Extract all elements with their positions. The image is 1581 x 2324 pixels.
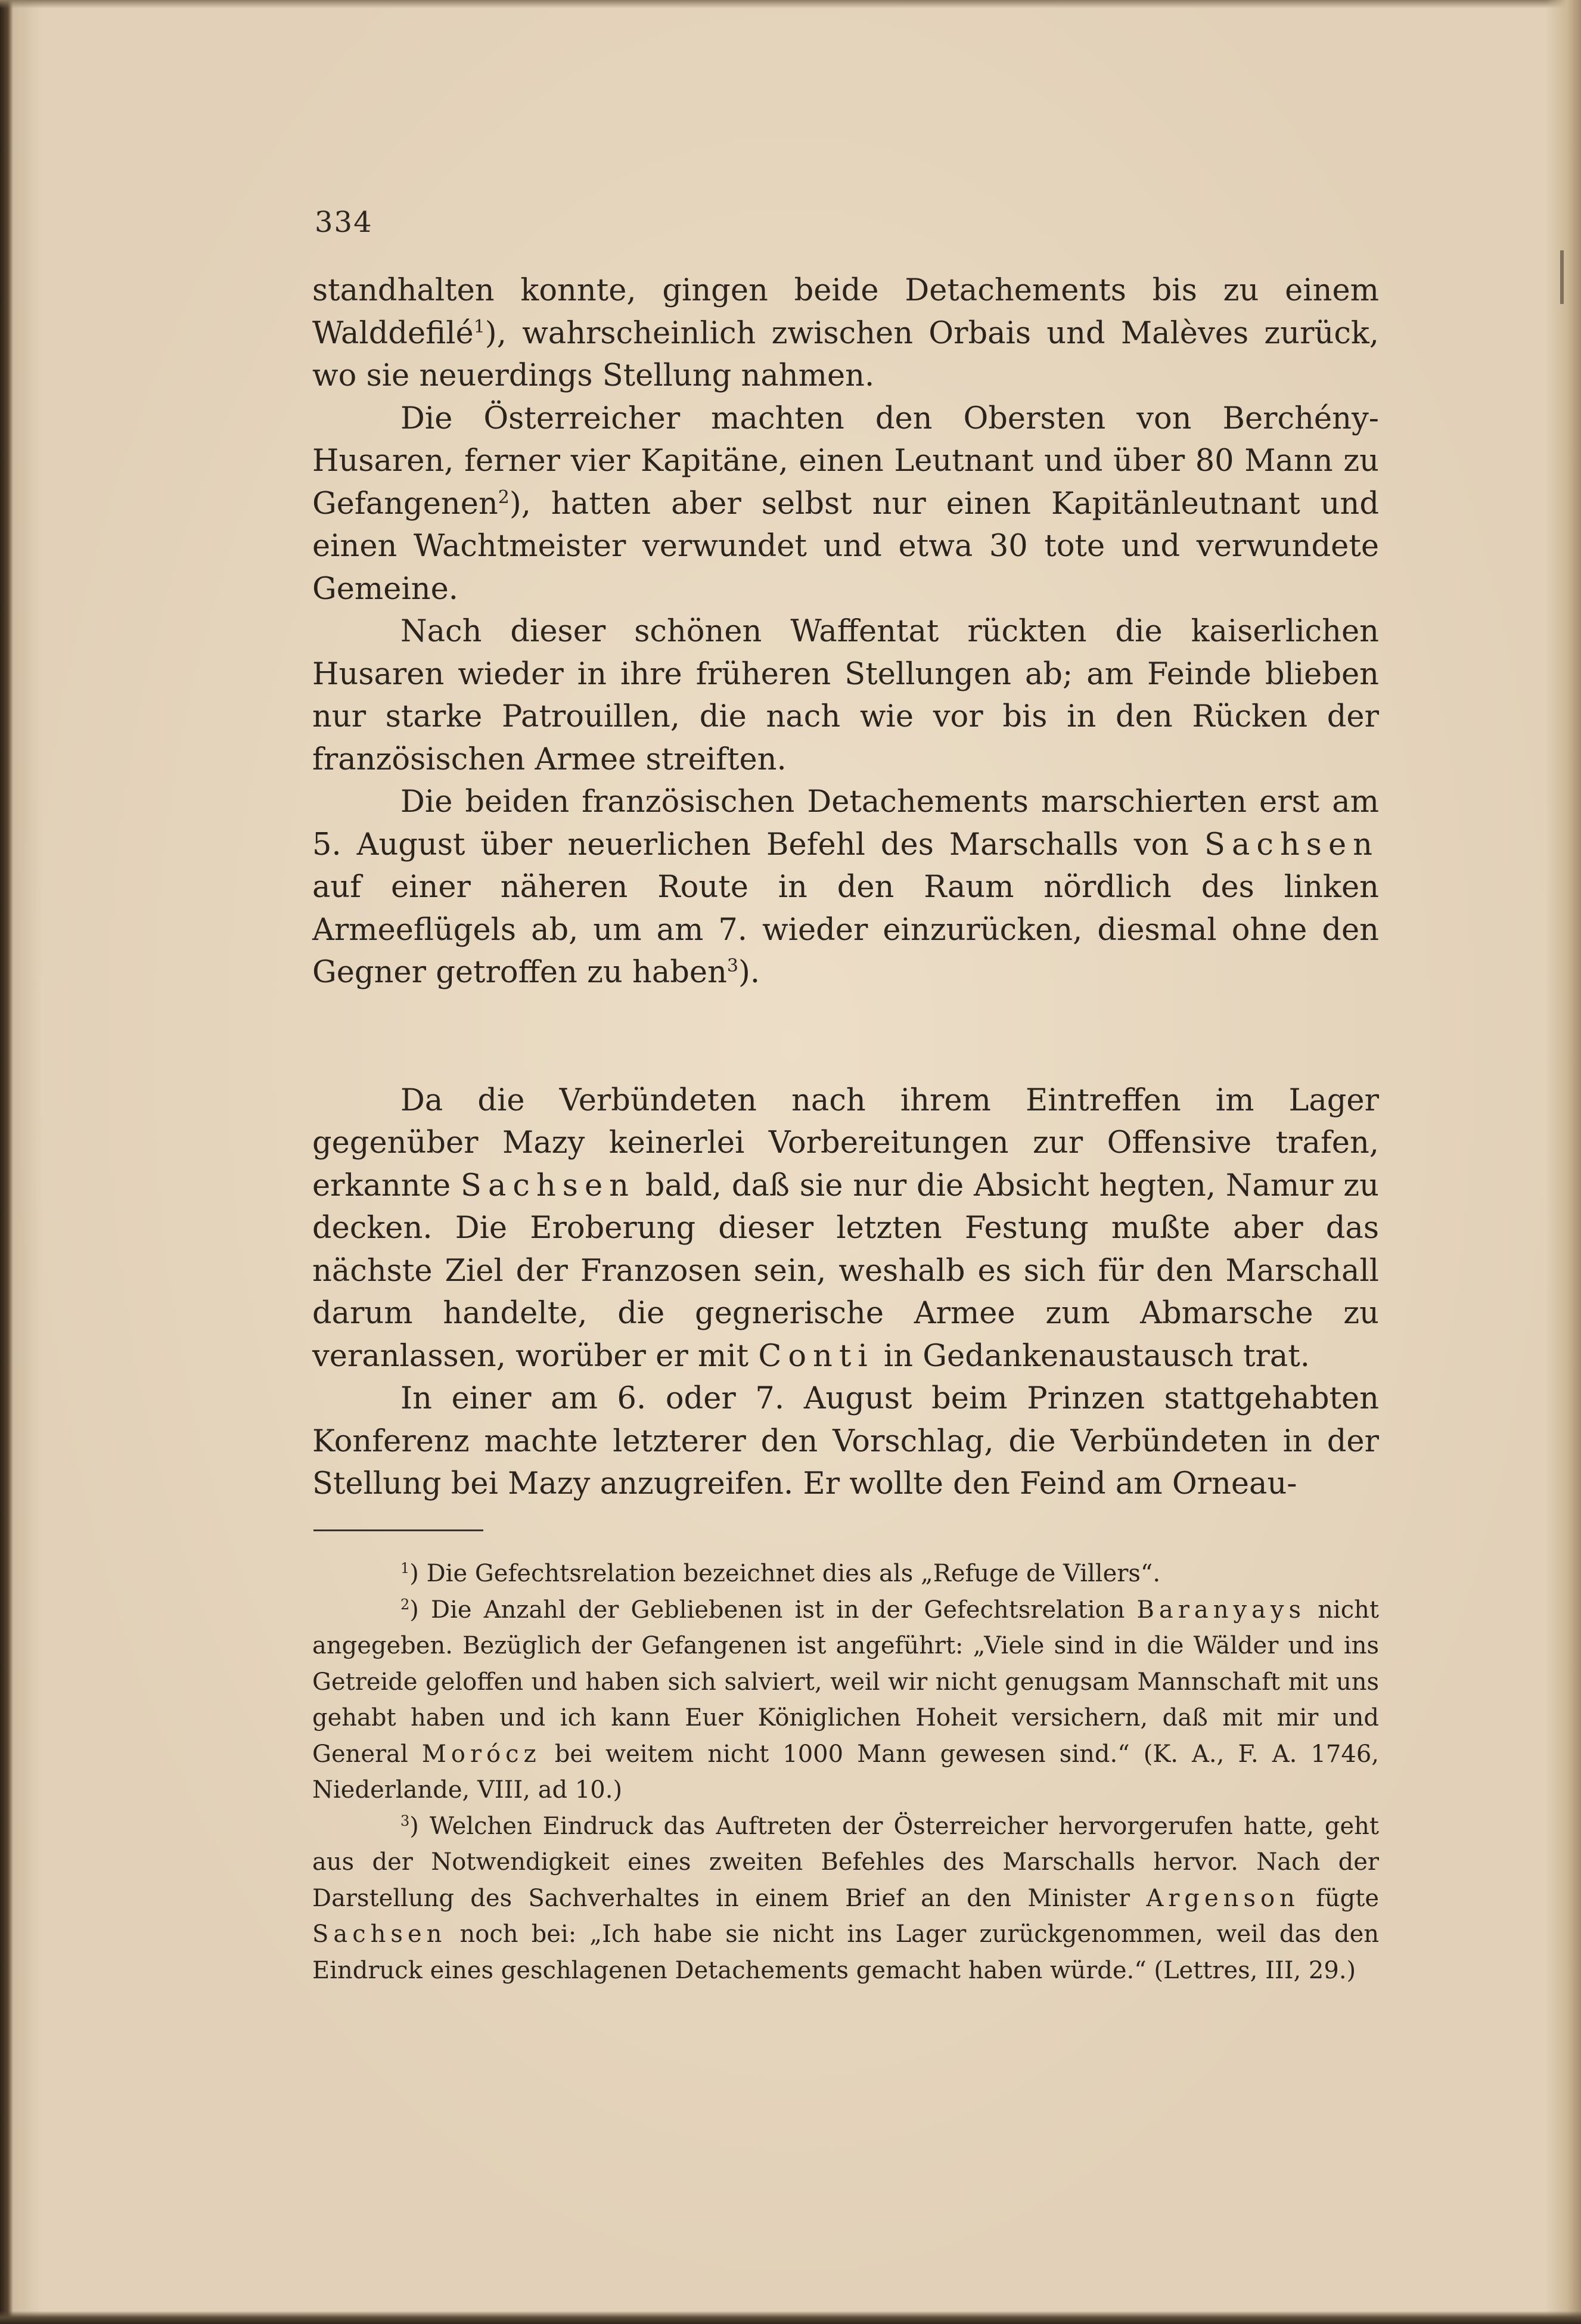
footnotes xyxy=(312,1556,1379,1988)
page-top-shadow xyxy=(0,0,1581,8)
footnote-divider xyxy=(313,1529,483,1531)
person-name: Argenson xyxy=(1146,1884,1300,1912)
paragraph-2: Die Österreicher machten den Obersten von Berchény-Husaren, ferner vier Kapitäne, einen Leutnant und über 80 Mann zu Gefangenen$^2$), hatten aber selbst nur einen Kapitänleutnant und einen Wachtmeister verwundet und etwa 30 tote und verwundete Gemeine. xyxy=(312,401,1379,607)
main-text xyxy=(312,269,1379,1506)
footnote-1: $^1$) Die Gefechtsrelation bezeichnet dies als „Refuge de Villers“. xyxy=(400,1560,1161,1587)
page-left-shadow xyxy=(0,0,13,2324)
page-right-edge xyxy=(1545,0,1581,2324)
person-name: Baranyays xyxy=(1136,1596,1306,1624)
paragraph-1: standhalten konnte, gingen beide Detachements bis zu einem Walddefilé$^1$), wahrscheinlich zwischen Orbais und Malèves zurück, wo sie neuerdings Stellung nahmen. xyxy=(312,273,1379,393)
paragraph-4: Die beiden französischen Detachements marschierten erst am 5. August über neuerlichen Befehl des Marschalls von Sachsen auf einer näheren Route in den Raum nördlich des linken Armeeflügels ab, um am 7. wieder einzurücken, diesmal ohne den Gegner getroffen zu haben$^3$). xyxy=(312,784,1379,990)
person-name: Sachsen xyxy=(461,1168,635,1203)
paragraph-5: Da die Verbündeten nach ihrem Eintreffen im Lager gegenüber Mazy keinerlei Vorbereitungen zur Offensive trafen, erkannte Sachsen bald, daß sie nur die Absicht hegten, Namur zu decken. Die Eroberung dieser letzten Festung mußte aber das nächste Ziel der Franzosen sein, weshalb es sich für den Marschall darum handelte, die gegnerische Armee zum Abmarsche zu veranlassen, worüber er mit Conti in Gedankenaustausch trat. xyxy=(312,1082,1379,1374)
footnote-ref-3[interactable]: 3 xyxy=(726,955,739,976)
footnote-ref-1[interactable]: 1 xyxy=(473,316,485,337)
person-name: Morócz xyxy=(421,1740,541,1768)
person-name: Sachsen xyxy=(1204,827,1379,862)
person-name: Sachsen xyxy=(312,1920,447,1948)
margin-mark xyxy=(1560,250,1564,304)
person-name: Conti xyxy=(758,1338,874,1374)
page-bottom-shadow xyxy=(0,2311,1581,2324)
footnote-ref-2[interactable]: 2 xyxy=(498,486,510,508)
footnote-2: $^2$) Die Anzahl der Gebliebenen ist in der Gefechtsrelation Baranyays nicht angegeben. Bezüglich der Gefangenen ist angeführt: „Viele sind in die Wälder und ins Getreide geloffen und haben sich salviert, weil wir nicht genugsam Mannschaft mit uns gehabt haben und ich kann Euer Königlichen Hoheit versichern, daß mit mir und General Morócz bei weitem nicht 1000 Mann gewesen sind.“ (K. A., F. A. 1746, Niederlande, VIII, ad 10.) xyxy=(312,1596,1379,1804)
footnote-mark-2: 2 xyxy=(400,1596,410,1613)
paragraph-6: In einer am 6. oder 7. August beim Prinzen stattgehabten Konferenz machte letzterer den Vorschlag, die Verbündeten in der Stellung bei Mazy anzugreifen. Er wollte den Feind am Orneau- xyxy=(312,1381,1379,1501)
footnote-mark-3: 3 xyxy=(400,1812,410,1829)
footnote-mark-1: 1 xyxy=(400,1560,410,1577)
page-number: 334 xyxy=(315,206,373,239)
footnote-3: $^3$) Welchen Eindruck das Auftreten der Österreicher hervorgerufen hatte, geht aus der Notwendigkeit eines zweiten Befehles des Marschalls hervor. Nach der Darstellung des Sachverhaltes in einem Brief an den Minister Argenson fügte Sachsen noch bei: „Ich habe sie nicht ins Lager zurückgenommen, weil das den Eindruck eines geschlagenen Detachements gemacht haben würde.“ (Lettres, III, 29.) xyxy=(312,1812,1380,1984)
paragraph-3: Nach dieser schönen Waffentat rückten die kaiserlichen Husaren wieder in ihre früheren Stellungen ab; am Feinde blieben nur starke Patrouillen, die nach wie vor bis in den Rücken der französischen Armee streiften. xyxy=(312,614,1379,777)
